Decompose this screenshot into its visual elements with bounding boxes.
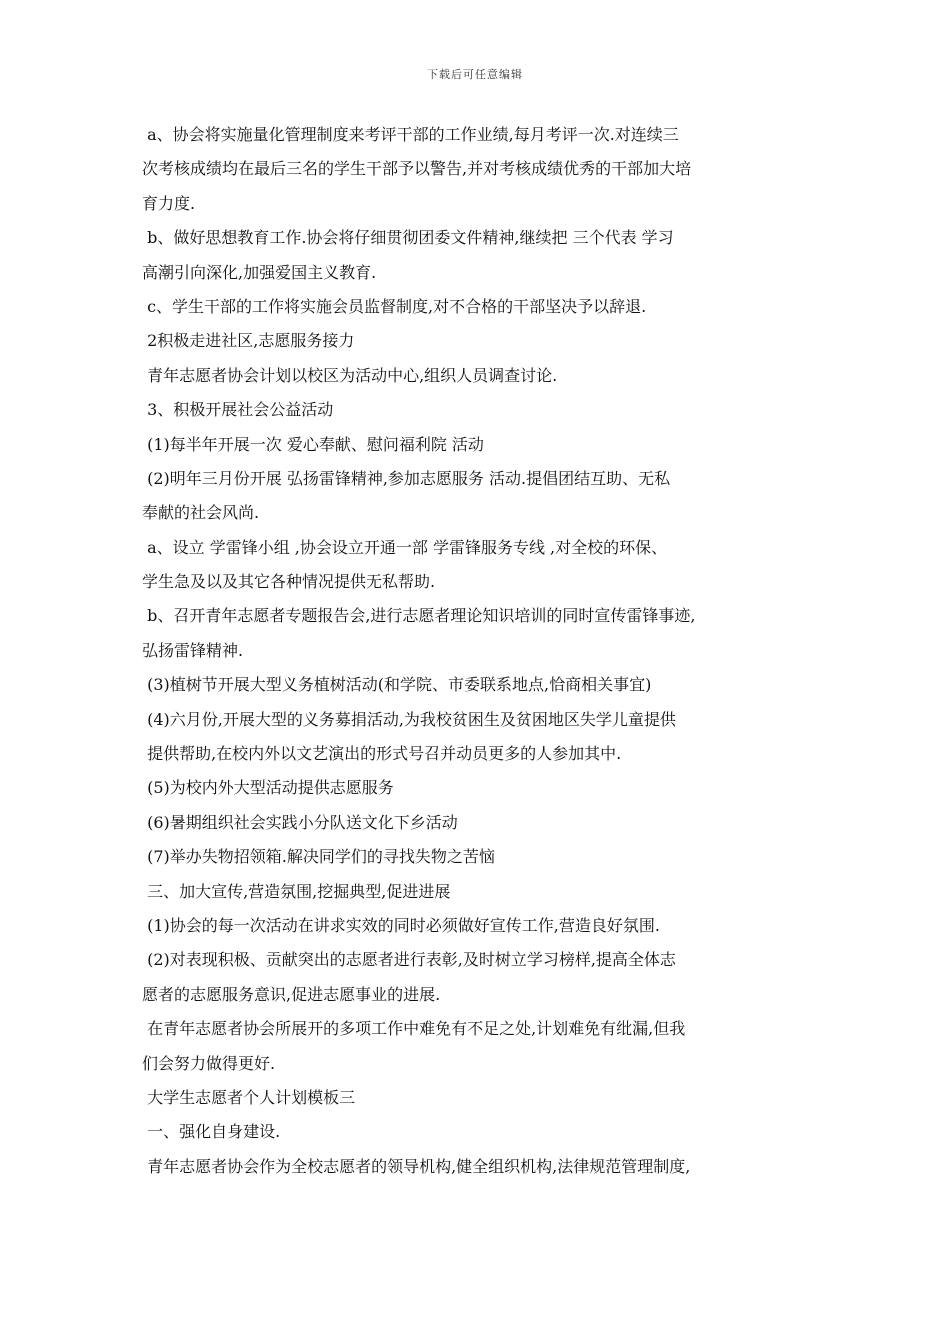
text-line: 3、积极开展社会公益活动	[142, 400, 334, 420]
page-header: 下载后可任意编辑	[427, 68, 523, 81]
text-line: 奉献的社会风尚.	[142, 503, 260, 523]
text-line: (1)协会的每一次活动在讲求实效的同时必须做好宣传工作,营造良好氛围.	[142, 915, 660, 935]
text-line: 提供帮助,在校内外以文艺演出的形式号召并动员更多的人参加其中.	[142, 744, 622, 764]
text-line: 青年志愿者协会作为全校志愿者的领导机构,健全组织机构,法律规范管理制度,	[142, 1156, 691, 1176]
text-line: (5)为校内外大型活动提供志愿服务	[142, 778, 394, 798]
text-line: 次考核成绩均在最后三名的学生干部予以警告,并对考核成绩优秀的干部加大培	[142, 159, 692, 179]
text-line: 2积极走进社区,志愿服务接力	[142, 331, 355, 351]
text-line: (6)暑期组织社会实践小分队送文化下乡活动	[142, 812, 458, 832]
text-line: (2)对表现积极、贡献突出的志愿者进行表彰,及时树立学习榜样,提高全体志	[142, 950, 676, 970]
text-line: a、设立 学雷锋小组 ,协会设立开通一部 学雷锋服务专线 ,对全校的环保、	[142, 537, 668, 557]
text-line: 青年志愿者协会计划以校区为活动中心,组织人员调查讨论.	[142, 365, 558, 385]
text-line: c、学生干部的工作将实施会员监督制度,对不合格的干部坚决予以辞退.	[142, 296, 647, 316]
text-line: (7)举办失物招领箱.解决同学们的寻找失物之苦恼	[142, 847, 495, 867]
text-line: 三、加大宣传,营造氛围,挖掘典型,促进进展	[142, 881, 451, 901]
text-line: 学生急及以及其它各种情况提供无私帮助.	[142, 572, 436, 592]
text-line: 们会努力做得更好.	[142, 1053, 276, 1073]
text-line: b、召开青年志愿者专题报告会,进行志愿者理论知识培训的同时宣传雷锋事迹,	[142, 606, 696, 626]
text-line: a、协会将实施量化管理制度来考评干部的工作业绩,每月考评一次.对连续三	[142, 125, 679, 144]
text-line: (3)植树节开展大型义务植树活动(和学院、市委联系地点,恰商相关事宜)	[142, 675, 652, 695]
text-line: b、做好思想教育工作.协会将仔细贯彻团委文件精神,继续把 三个代表 学习	[142, 228, 674, 248]
text-line: 高潮引向深化,加强爱国主义教育.	[142, 262, 377, 282]
text-line: 一、强化自身建设.	[142, 1122, 281, 1142]
document-body	[142, 118, 818, 1184]
text-line: 大学生志愿者个人计划模板三	[142, 1087, 356, 1107]
text-line: (1)每半年开展一次 爱心奉献、慰问福利院 活动	[142, 434, 484, 454]
text-line: (4)六月份,开展大型的义务募捐活动,为我校贫困生及贫困地区失学儿童提供	[142, 709, 676, 729]
text-line: 育力度.	[142, 193, 196, 213]
text-line: 愿者的志愿服务意识,促进志愿事业的进展.	[142, 984, 441, 1004]
text-line: 在青年志愿者协会所展开的多项工作中难免有不足之处,计划难免有纰漏,但我	[142, 1019, 686, 1039]
text-line: (2)明年三月份开展 弘扬雷锋精神,参加志愿服务 活动.提倡团结互助、无私	[142, 468, 671, 488]
text-line: 弘扬雷锋精神.	[142, 640, 244, 660]
